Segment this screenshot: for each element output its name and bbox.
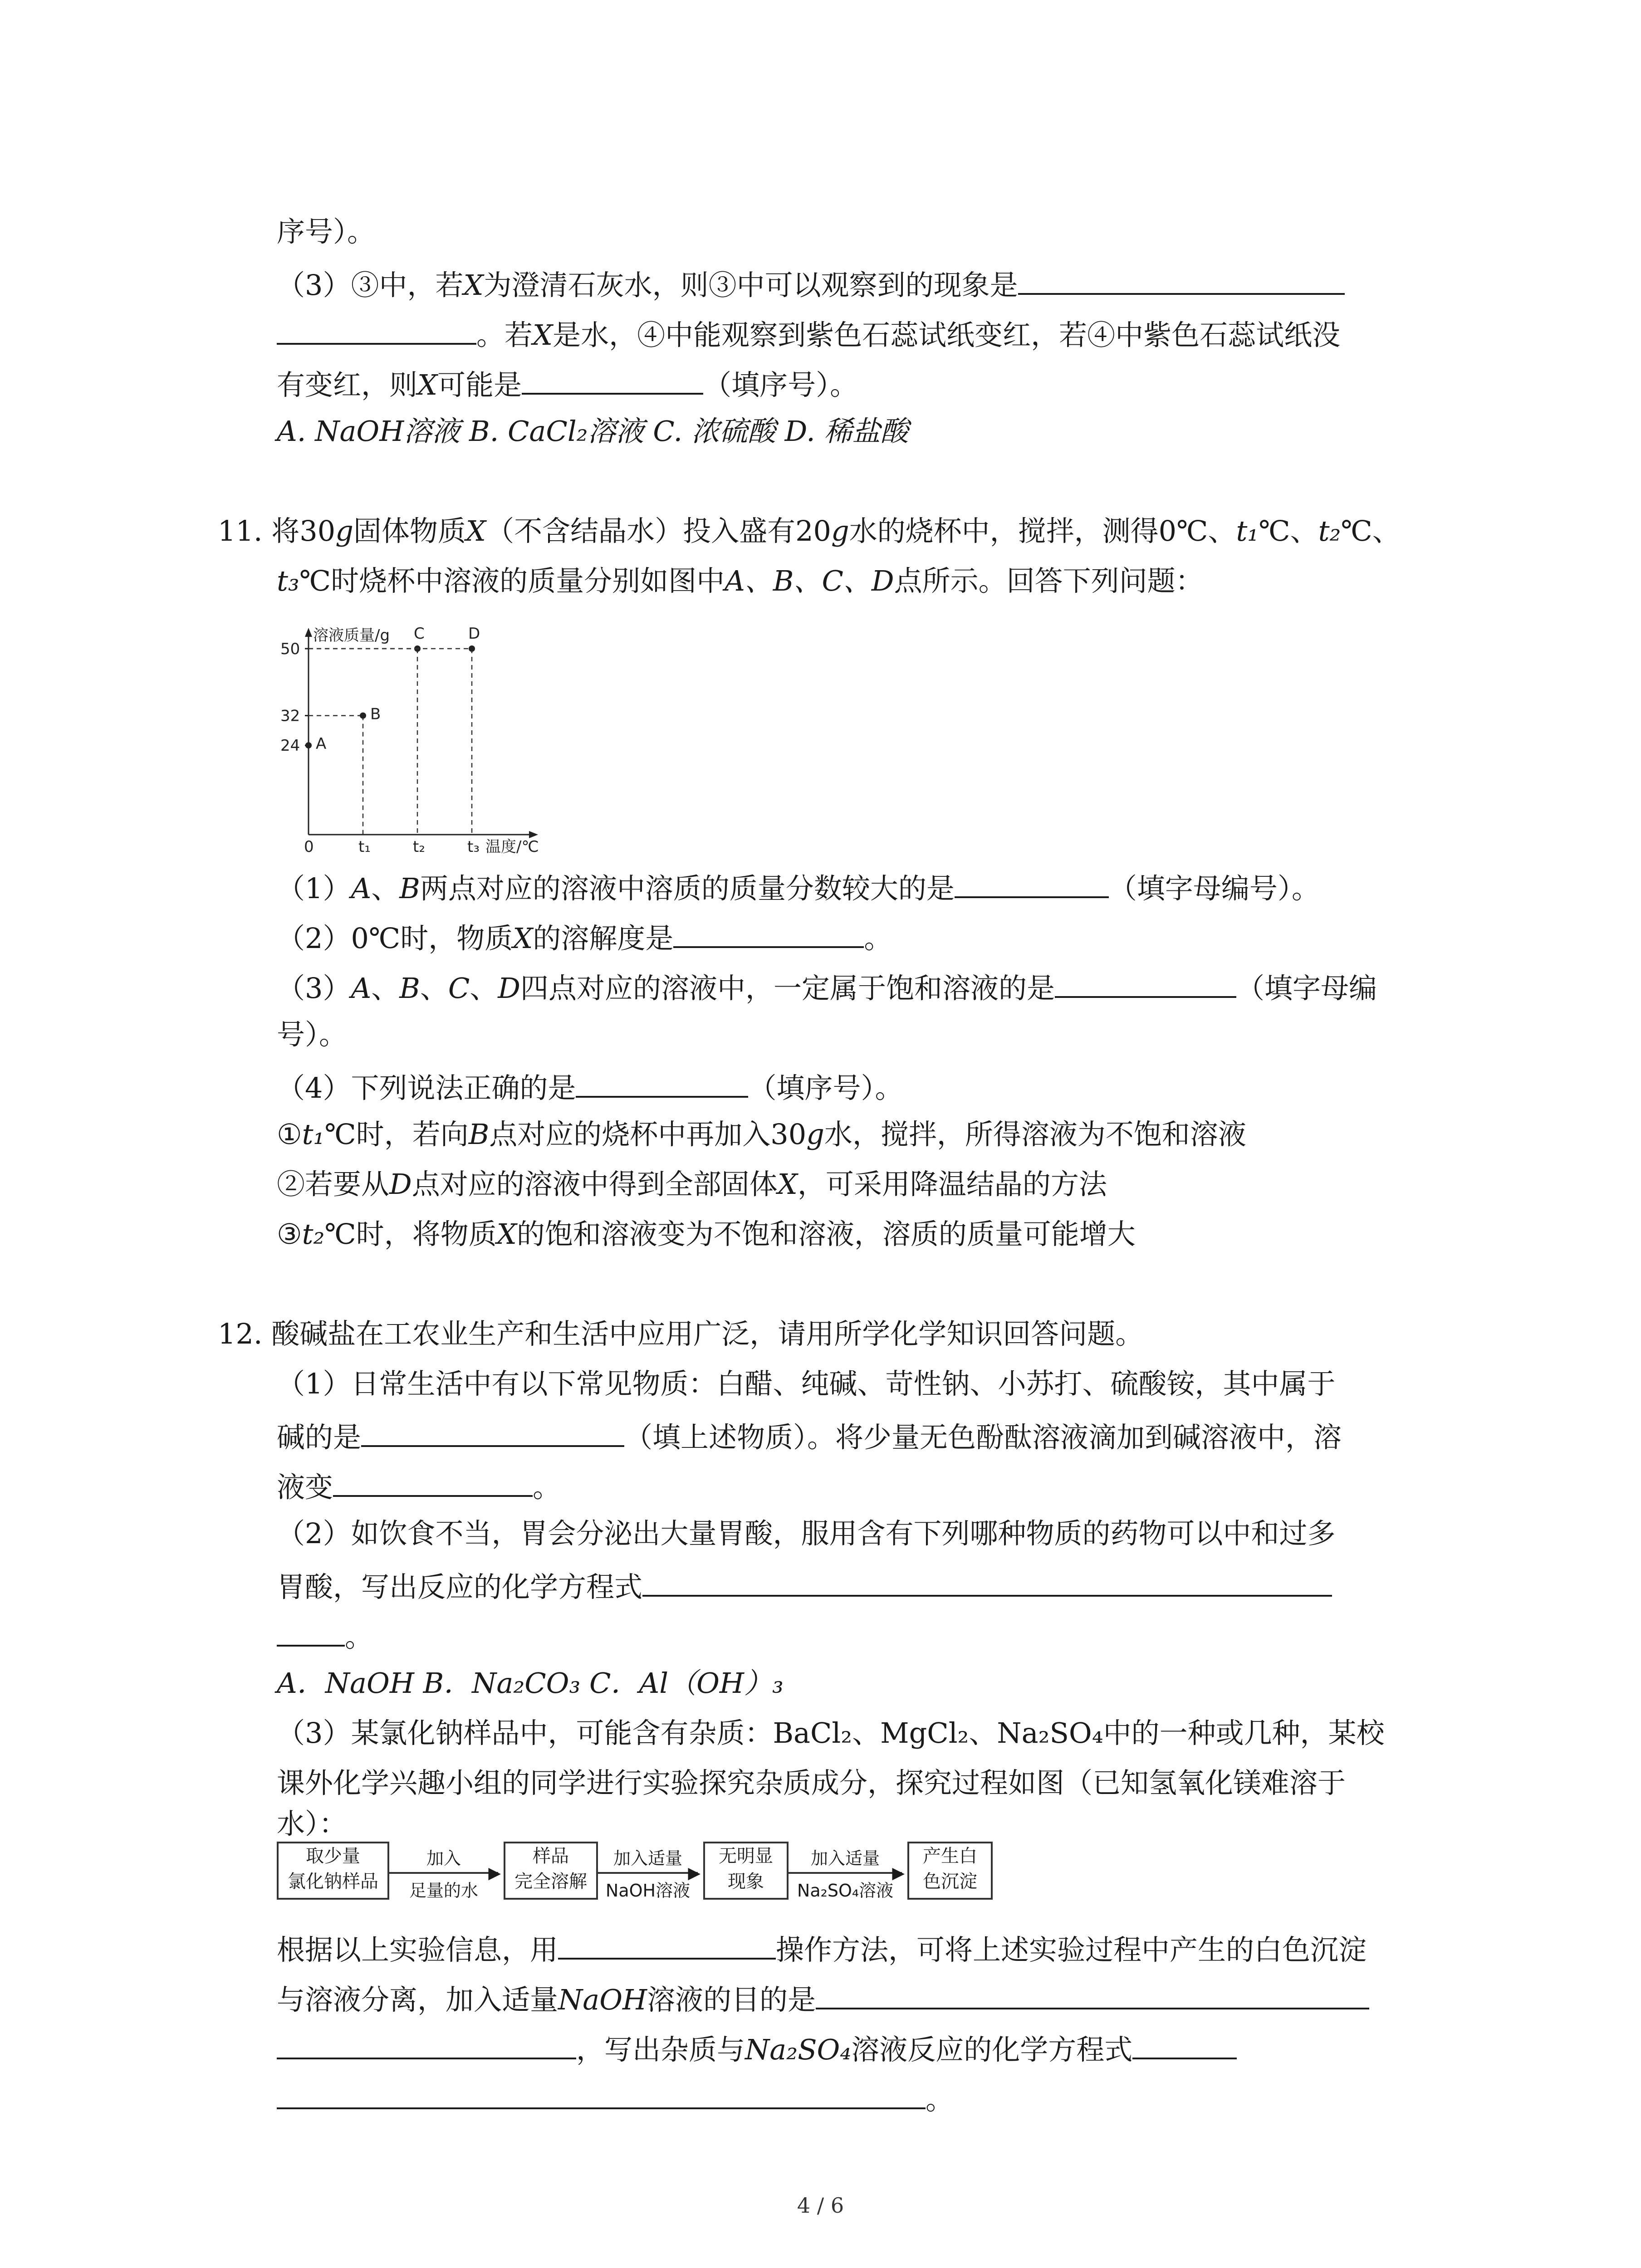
answer-blank[interactable] (522, 367, 703, 395)
flow-arrow-add-naoh: 加入适量 ▶ NaOH溶液 (598, 1844, 698, 1901)
q12-part-3-line-6: ，写出杂质与Na₂SO₄溶液反应的化学方程式 (277, 2032, 1237, 2064)
y-axis-arrow (305, 628, 312, 637)
q10-line-4: 有变红，则X可能是 （填序号）。 (277, 368, 858, 401)
q12-part-3-line-1: （3）某氯化钠样品中，可能含有杂质：BaCl₂、MgCl₂、Na₂SO₄中的一种或几种，某校 (277, 1716, 1385, 1750)
x-tick-label: t₃ (467, 838, 480, 856)
data-point-a (305, 742, 312, 748)
answer-blank[interactable] (277, 1619, 345, 1647)
q12-part-2-line-1: （2）如饮食不当，胃会分泌出大量胃酸，服用含有下列哪种物质的药物可以中和过多 (277, 1517, 1336, 1550)
answer-blank[interactable] (1055, 971, 1236, 998)
q12-options: A．NaOH B．Na₂CO₃ C．Al（OH）₃ (277, 1667, 784, 1700)
x-tick-label: t₁ (358, 838, 371, 856)
q12-part-3-line-5: 与溶液分离，加入适量NaOH溶液的目的是 (277, 1982, 1369, 2014)
answer-blank[interactable] (277, 2032, 576, 2059)
q11-part-3-cont: 号）。 (277, 1018, 348, 1051)
answer-blank[interactable] (673, 921, 864, 948)
q11-part-2: （2）0℃时，物质X的溶解度是 。 (277, 922, 892, 955)
q12-part-2-line-3: 。 (277, 1619, 373, 1651)
flow-step-sample: 取少量 氯化钠样品 (277, 1842, 389, 1900)
q11-statement-2: ②若要从D点对应的溶液中得到全部固体X，可采用降温结晶的方法 (277, 1168, 1107, 1201)
q11-statement-3: ③t₂℃时，将物质X的饱和溶液变为不饱和溶液，溶质的质量可能增大 (277, 1217, 1136, 1251)
data-point-b (360, 713, 366, 719)
y-tick-label: 32 (280, 707, 300, 725)
answer-blank[interactable] (277, 2082, 926, 2109)
y-tick-label: 50 (280, 640, 300, 658)
q11-part-4: （4）下列说法正确的是 （填序号）。 (277, 1071, 903, 1105)
q11-stem-line-2: t₃℃时烧杯中溶液的质量分别如图中A、B、C、D点所示。回答下列问题： (277, 564, 1204, 597)
point-label-a: A (316, 735, 327, 753)
answer-blank[interactable] (333, 1470, 533, 1497)
q12-part-3-line-7: 。 (277, 2082, 954, 2114)
q12-part-1-line-3: 液变 。 (277, 1471, 561, 1504)
q11-part-3: （3）A、B、C、D四点对应的溶液中，一定属于饱和溶液的是 （填字母编 (277, 972, 1377, 1005)
q10-options: A. NaOH溶液 B. CaCl₂溶液 C. 浓硫酸 D. 稀盐酸 (277, 415, 909, 448)
y-tick-label: 24 (280, 737, 300, 755)
q11-statement-1: ①t₁℃时，若向B点对应的烧杯中再加入30g水，搅拌，所得溶液为不饱和溶液 (277, 1118, 1246, 1151)
answer-blank[interactable] (642, 1569, 1332, 1597)
flow-arrow-add-water: 加入 ▶ 足量的水 (389, 1844, 498, 1901)
x-axis-label: 温度/℃ (485, 838, 539, 856)
q12-part-2-line-2: 胃酸，写出反应的化学方程式 (277, 1569, 1332, 1601)
page-number: 4 / 6 (797, 2193, 844, 2218)
q12-part-1-line-1: （1）日常生活中有以下常见物质：白醋、纯碱、苛性钠、小苏打、硫酸铵，其中属于 (277, 1367, 1336, 1400)
x-tick-label: 0 (304, 838, 314, 856)
q10-line-3: 。若X是水，④中能观察到紫色石蕊试纸变红，若④中紫色石蕊试纸没 (277, 318, 1340, 349)
x-axis-arrow (529, 831, 538, 838)
point-label-d: D (468, 625, 480, 643)
answer-blank[interactable] (361, 1420, 624, 1447)
q12-part-3-line-3: 水）： (277, 1807, 348, 1840)
flow-step-dissolved: 样品 完全溶解 (504, 1842, 598, 1900)
flow-arrow-add-na2so4: 加入适量 ▶ Na₂SO₄溶液 (789, 1844, 902, 1901)
answer-blank[interactable] (277, 318, 476, 345)
solution-mass-chart (268, 621, 585, 857)
data-point-d (469, 645, 475, 652)
q11-stem-line-1: 11. 将30g固体物质X（不含结晶水）投入盛有20g水的烧杯中，搅拌，测得0℃、t₁℃、t₂℃、 (218, 514, 1401, 547)
q10-line-1: 序号）。 (277, 215, 376, 248)
answer-blank[interactable] (1132, 2032, 1237, 2059)
answer-blank[interactable] (816, 1982, 1369, 2009)
y-axis-label: 溶液质量/g (313, 626, 390, 645)
point-label-c: C (414, 625, 425, 643)
answer-blank[interactable] (955, 871, 1109, 898)
q12-part-1-line-2: 碱的是 （填上述物质）。将少量无色酚酞溶液滴加到碱溶液中，溶 (277, 1421, 1342, 1454)
q10-line-2: （3）③中，若X为澄清石灰水，则③中可以观察到的现象是 (277, 268, 1345, 299)
q12-stem: 12. 酸碱盐在工农业生产和生活中应用广泛，请用所学化学知识回答问题。 (218, 1317, 1144, 1350)
q12-part-3-line-4: 根据以上实验信息，用 操作方法，可将上述实验过程中产生的白色沉淀 (277, 1933, 1367, 1966)
answer-blank[interactable] (1018, 268, 1345, 295)
flow-step-precipitate: 产生白 色沉淀 (907, 1842, 993, 1900)
flow-step-no-change: 无明显 现象 (703, 1842, 789, 1900)
answer-blank[interactable] (576, 1070, 748, 1098)
q12-part-3-line-2: 课外化学兴趣小组的同学进行实验探究杂质成分，探究过程如图（已知氢氧化镁难溶于 (277, 1766, 1346, 1799)
answer-blank[interactable] (558, 1932, 776, 1960)
q11-part-1: （1）A、B两点对应的溶液中溶质的质量分数较大的是 （填字母编号）。 (277, 872, 1320, 905)
x-tick-label: t₂ (413, 838, 425, 856)
point-label-b: B (370, 705, 381, 723)
